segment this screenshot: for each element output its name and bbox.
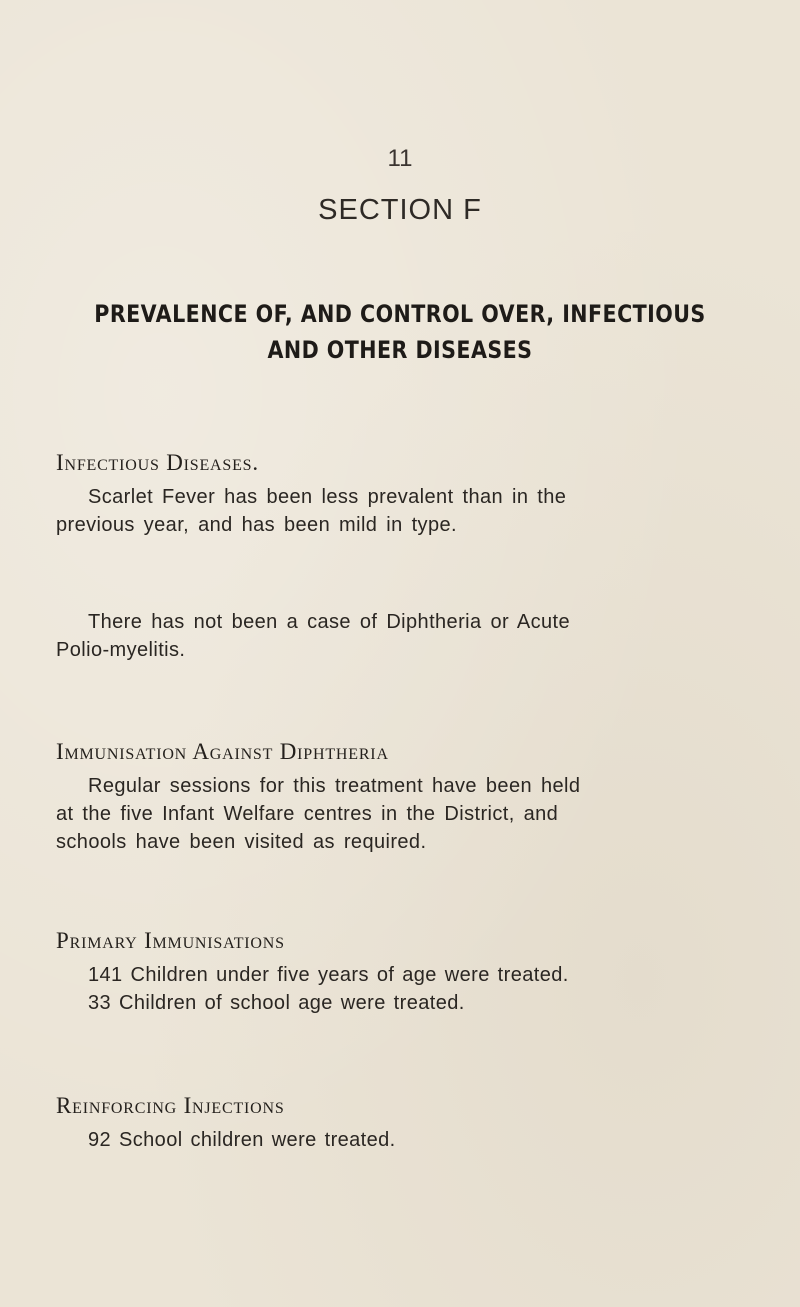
paragraph-line: at the five Infant Welfare centres in the District, and bbox=[56, 803, 559, 825]
section-reinforcing-injections bbox=[56, 1092, 746, 1154]
paragraph-line: schools have been visited as required. bbox=[56, 831, 427, 853]
section-heading: Infectious Diseases. bbox=[56, 450, 259, 475]
section-primary-immunisations bbox=[56, 927, 746, 1017]
list-item: 141 Children under five years of age were treated. bbox=[88, 964, 569, 986]
page-number: 11 bbox=[387, 145, 413, 172]
main-heading bbox=[56, 296, 744, 368]
paragraph-line: Regular sessions for this treatment have been held bbox=[88, 775, 581, 797]
section-heading: Reinforcing Injections bbox=[56, 1093, 285, 1118]
section-immunisation bbox=[56, 738, 746, 856]
main-heading-line-1: PREVALENCE OF, AND CONTROL OVER, INFECTIOUS bbox=[94, 300, 706, 328]
section-heading: Immunisation Against Diphtheria bbox=[56, 739, 389, 764]
paragraph-line: previous year, and has been mild in type. bbox=[56, 514, 457, 536]
section-diphtheria-polio bbox=[56, 608, 746, 664]
paragraph-line: There has not been a case of Diphtheria or Acute bbox=[88, 611, 571, 633]
section-infectious-diseases bbox=[56, 449, 746, 539]
paragraph-line: Polio-myelitis. bbox=[56, 639, 186, 661]
list-item: 92 School children were treated. bbox=[88, 1129, 396, 1151]
list-item: 33 Children of school age were treated. bbox=[88, 992, 465, 1014]
paragraph-line: Scarlet Fever has been less prevalent than in the bbox=[88, 486, 567, 508]
section-heading: Primary Immunisations bbox=[56, 928, 285, 953]
main-heading-line-2: AND OTHER DISEASES bbox=[267, 336, 533, 364]
section-title: SECTION F bbox=[318, 194, 482, 226]
